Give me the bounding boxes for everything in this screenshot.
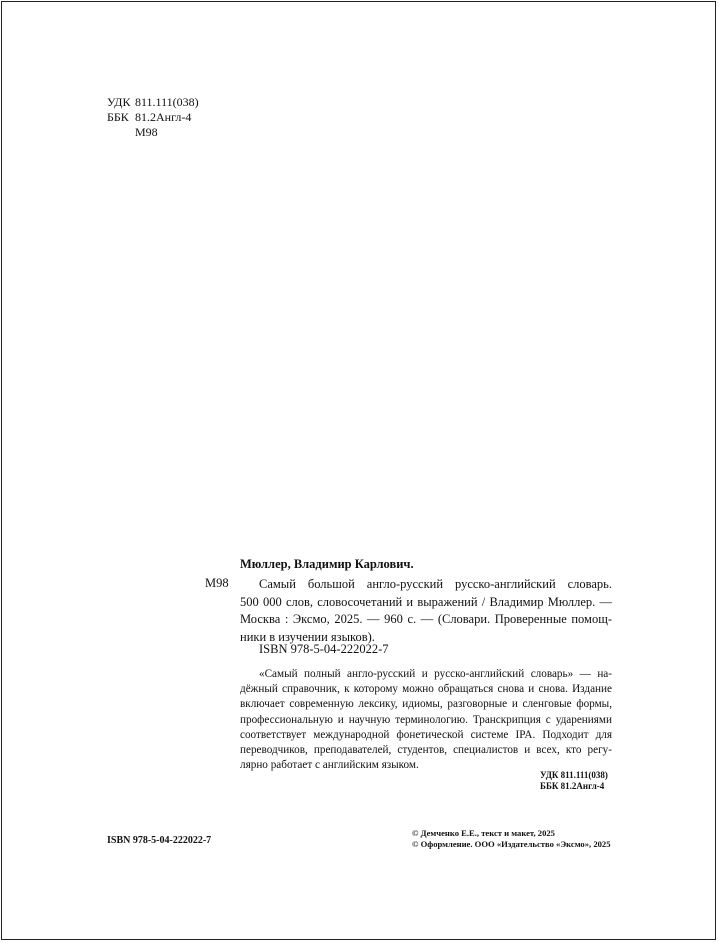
bbk-value: 81.2Англ-4 (135, 110, 192, 124)
annotation-line: дёжный справочник, к которому можно обращаться снова и снова. Издание (240, 683, 612, 696)
udk-row (107, 95, 199, 110)
card-cutter-mark: М98 (205, 576, 229, 590)
card-isbn: ISBN 978-5-04-222022-7 (259, 642, 389, 656)
description-line: 500 000 слов, словосочетаний и выражений / Владимир Мюллер. — (240, 594, 612, 609)
footer-isbn: ISBN 978-5-04-222022-7 (107, 835, 212, 846)
annotation-line: профессиональную и научную терминологию. Транскрипция с ударениями (240, 713, 612, 726)
annotation-line: переводчиков, преподавателей, студентов, специалистов и всех, кто регу- (240, 744, 612, 757)
bbk-label: ББК (107, 110, 129, 124)
cutter-code: М98 (135, 125, 158, 139)
annotation (240, 667, 612, 773)
annotation-line: включает современную лексику, идиомы, разговорные и сленговые формы, (240, 698, 612, 711)
copyright-design: © Оформление. ООО «Издательство «Эксмо», 2025 (412, 839, 611, 849)
bibliographic-description (240, 576, 612, 646)
page-frame (1, 1, 716, 940)
copyright-block (412, 828, 611, 850)
cutter-row (107, 125, 199, 140)
udk-value: 811.111(038) (135, 95, 199, 109)
udk-bottom: УДК 811.111(038) (540, 770, 608, 780)
description-line: Самый большой англо-русский русско-английский словарь. (259, 577, 612, 591)
author-heading: Мюллер, Владимир Карлович. (240, 557, 414, 571)
card-classification (540, 770, 608, 792)
bbk-bottom: ББК 81.2Англ-4 (540, 781, 605, 791)
annotation-line: соответствует международной фонетической системе IPA. Подходит для (240, 728, 612, 741)
udk-label: УДК (107, 95, 131, 109)
description-line: Москва : Эксмо, 2025. — 960 с. — (Словари. Проверенные помощ- (240, 612, 612, 627)
annotation-line: «Самый полный англо-русский и русско-английский словарь» — на- (259, 668, 612, 680)
description-line: ники в изучении языков). (240, 629, 375, 644)
copyright-text: © Демченко Е.Е., текст и макет, 2025 (412, 828, 555, 838)
annotation-line: лярно работает с английским языком. (240, 759, 419, 772)
bbk-row (107, 110, 199, 125)
classification-header (107, 95, 199, 140)
